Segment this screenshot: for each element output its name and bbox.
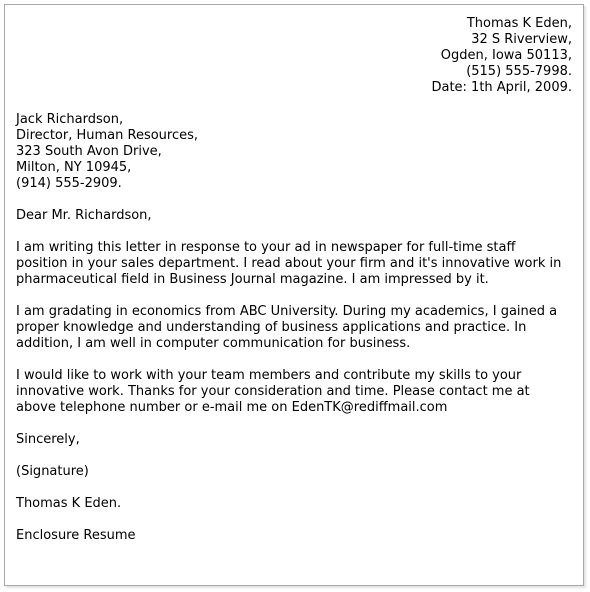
paragraph-line: addition, I am well in computer communication for business. <box>16 336 411 351</box>
letter-page <box>4 4 584 586</box>
recipient-name: Jack Richardson, <box>16 112 124 127</box>
paragraph-line: pharmaceutical field in Business Journal magazine. I am impressed by it. <box>16 272 489 287</box>
sender-city: Ogden, Iowa 50113, <box>440 48 572 63</box>
paragraph-contact <box>16 368 576 416</box>
salutation: Dear Mr. Richardson, <box>16 208 152 223</box>
sender-street: 32 S Riverview, <box>471 32 572 47</box>
recipient-title: Director, Human Resources, <box>16 128 199 143</box>
recipient-city: Milton, NY 10945, <box>16 160 132 175</box>
paragraph-line: innovative work. Thanks for your consideration and time. Please contact me at <box>16 384 530 399</box>
paragraph-line: I would like to work with your team members and contribute my skills to your <box>16 368 522 383</box>
sender-phone: (515) 555-7998. <box>466 64 572 79</box>
recipient-phone: (914) 555-2909. <box>16 176 122 191</box>
sender-address-block <box>431 16 572 96</box>
letter-date: Date: 1th April, 2009. <box>431 80 572 95</box>
paragraph-line: position in your sales department. I read about your firm and it's innovative work in <box>16 256 562 271</box>
signature-placeholder: (Signature) <box>16 464 89 479</box>
paragraph-education <box>16 304 576 352</box>
sender-name: Thomas K Eden, <box>466 16 572 31</box>
paragraph-line: proper knowledge and understanding of business applications and practice. In <box>16 320 527 335</box>
signer-name: Thomas K Eden. <box>16 496 122 511</box>
paragraph-line: above telephone number or e-mail me on EdenTK@rediffmail.com <box>16 400 448 415</box>
recipient-street: 323 South Avon Drive, <box>16 144 162 159</box>
paragraph-intro <box>16 240 576 288</box>
recipient-address-block <box>16 112 198 192</box>
enclosure-note: Enclosure Resume <box>16 528 136 543</box>
closing: Sincerely, <box>16 432 80 447</box>
paragraph-line: I am writing this letter in response to your ad in newspaper for full-time staff <box>16 240 516 255</box>
paragraph-line: I am gradating in economics from ABC University. During my academics, I gained a <box>16 304 558 319</box>
